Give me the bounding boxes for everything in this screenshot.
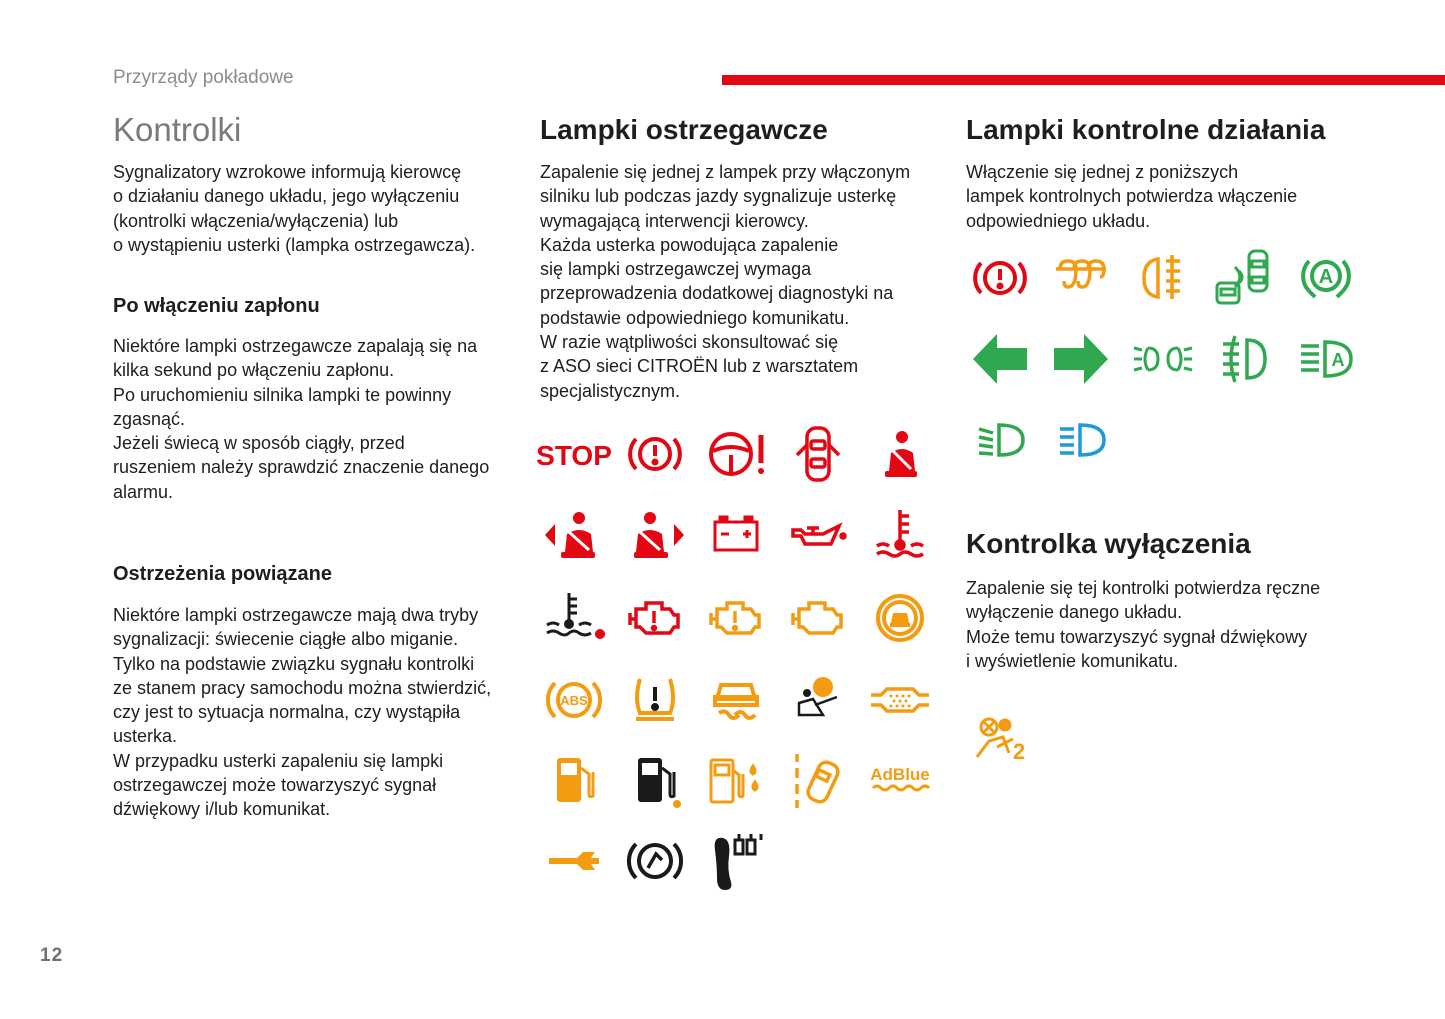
page-title: Kontrolki <box>113 111 242 148</box>
warning-lamps-title: Lampki ostrzegawcze <box>540 114 828 145</box>
text-line: o wystąpieniu usterki (lampka ostrzegawcza). <box>113 234 476 255</box>
coolant-temperature-icon <box>869 504 931 566</box>
text-line: W razie wątpliwości skonsultować się <box>540 332 839 353</box>
column-kontrolki <box>113 108 513 820</box>
intro-paragraph <box>113 160 513 257</box>
text-line: usterka. <box>113 726 178 747</box>
text-line: podstawie odpowiedniego komunikatu. <box>540 307 850 328</box>
text-line: przeprowadzenia dodatkowej diagnostyki na <box>540 283 894 304</box>
related-warnings-paragraph <box>113 603 513 822</box>
section-header-title: Przyrządy pokładowe <box>113 67 294 88</box>
fuel-level-icon <box>624 750 686 812</box>
seatbelt-icon <box>869 423 931 485</box>
text-line: lampek kontrolnych potwierdza włączenie <box>966 186 1298 207</box>
text-line: z ASO sieci CITROËN lub z warsztatem <box>540 356 859 377</box>
section-title-ignition: Po włączeniu zapłonu <box>113 295 320 317</box>
stability-control-icon <box>705 669 767 731</box>
text-line: o działaniu danego układu, jego wyłączeniu <box>113 186 460 207</box>
text-line: ze stanem pracy samochodu można stwierdzić, <box>113 677 492 698</box>
deactivation-title: Kontrolka wyłączenia <box>966 528 1251 559</box>
section-title-related-warnings: Ostrzeżenia powiązane <box>113 563 332 585</box>
text-line: Każda usterka powodująca zapalenie <box>540 234 839 255</box>
stop-label: STOP <box>536 440 612 471</box>
fuel-low-icon <box>543 750 605 812</box>
auto-high-beam-label: A <box>1331 350 1345 370</box>
park-assist-icon <box>1213 247 1275 309</box>
text-line: Niektóre lampki ostrzegawcze mają dwa tryby <box>113 605 479 625</box>
emergency-braking-icon <box>869 587 931 649</box>
text-line: Tylko na podstawie związku sygnału kontrolki <box>113 653 475 674</box>
text-line: kilka sekund po włączeniu zapłonu. <box>113 360 395 381</box>
text-line: Po uruchomieniu silnika lampki te powinny <box>113 384 452 405</box>
front-fog-lights-icon <box>1213 328 1275 390</box>
text-line: Zapalenie się tej kontrolki potwierdza ręczne <box>966 578 1321 598</box>
glow-plug-icon <box>1050 247 1112 309</box>
door-open-icon <box>787 423 849 485</box>
text-line: alarmu. <box>113 481 174 502</box>
main-beam-icon <box>1050 409 1112 471</box>
stop-icon <box>536 423 612 485</box>
power-steering-fault-icon <box>705 423 767 485</box>
fuel-contamination-icon <box>705 750 767 812</box>
passenger-airbag-off-icon <box>969 709 1031 771</box>
text-line: wyłączenie danego układu. <box>966 602 1183 623</box>
airbag-icon <box>787 669 849 731</box>
dipped-beam-icon <box>969 409 1031 471</box>
airbag-off-label: 2 <box>1012 739 1026 764</box>
battery-icon <box>705 504 767 566</box>
text-line: i wyświetlenie komunikatu. <box>966 650 1179 671</box>
warning-lamps-paragraph <box>540 160 940 403</box>
engine-fault-amber-icon <box>705 587 767 649</box>
text-line: ostrzegawczej może towarzyszyć sygnał <box>113 775 437 796</box>
left-indicator-icon <box>969 328 1031 390</box>
text-line: wymagającą interwencji kierowcy. <box>540 210 809 231</box>
auto-lights-label: A <box>1318 266 1334 288</box>
deactivation-paragraph <box>966 576 1386 673</box>
oil-pressure-icon <box>787 504 849 566</box>
text-line: specjalistycznym. <box>540 380 681 401</box>
text-line: Sygnalizatory wzrokowe informują kierowcę <box>113 162 462 182</box>
right-indicator-icon <box>1050 328 1112 390</box>
text-line: Zapalenie się jednej z lampek przy włączonym <box>540 162 911 182</box>
engine-self-diagnosis-icon <box>787 587 849 649</box>
text-line: się lampki ostrzegawczej wymaga <box>540 259 812 280</box>
seatbelt-right-icon <box>624 504 686 566</box>
text-line: Jeżeli świecą w sposób ciągły, przed <box>113 433 405 454</box>
parking-brake-icon <box>969 247 1031 309</box>
service-wrench-icon <box>543 830 605 892</box>
text-line: odpowiedniego układu. <box>966 210 1151 231</box>
ignition-paragraph <box>113 334 513 504</box>
sidelights-icon <box>1132 328 1194 390</box>
seatbelt-left-icon <box>543 504 605 566</box>
rear-fog-light-icon <box>1132 247 1194 309</box>
column-function-lamps <box>966 108 1406 671</box>
page-number: 12 <box>40 945 64 966</box>
abs-label: ABS <box>560 693 588 708</box>
function-lamps-title: Lampki kontrolne działania <box>966 114 1326 145</box>
text-line: Niektóre lampki ostrzegawcze zapalają się na <box>113 336 478 356</box>
column-warning-lamps <box>540 108 940 401</box>
function-lamps-paragraph <box>966 160 1386 233</box>
tyre-pressure-icon <box>624 669 686 731</box>
text-line: W przypadku usterki zapaleniu się lampki <box>113 750 444 771</box>
adblue-label: AdBlue <box>870 765 930 784</box>
text-line: (kontrolki włączenia/wyłączenia) lub <box>113 210 399 231</box>
particle-filter-icon <box>869 669 931 731</box>
engine-fault-red-icon <box>624 587 686 649</box>
auto-lights-icon <box>1295 247 1357 309</box>
foot-on-brake-icon <box>705 830 767 892</box>
brake-warning-icon <box>624 423 686 485</box>
lane-departure-icon <box>787 750 849 812</box>
auto-high-beam-icon <box>1295 328 1357 390</box>
adblue-icon <box>869 750 931 812</box>
header-red-bar <box>722 75 1445 85</box>
text-line: Włączenie się jednej z poniższych <box>966 162 1239 182</box>
text-line: dźwiękowy i/lub komunikat. <box>113 799 331 820</box>
text-line: zgasnąć. <box>113 408 186 429</box>
text-line: czy jest to sytuacja normalna, czy wystąpiła <box>113 702 461 723</box>
text-line: silniku lub podczas jazdy sygnalizuje usterkę <box>540 186 897 207</box>
text-line: sygnalizacji: świecenie ciągłe albo miganie. <box>113 629 459 650</box>
coolant-level-icon <box>543 587 605 649</box>
electric-parking-brake-fault-icon <box>624 830 686 892</box>
abs-icon <box>543 669 605 731</box>
text-line: Może temu towarzyszyć sygnał dźwiękowy <box>966 626 1308 647</box>
text-line: ruszeniem należy sprawdzić znaczenie danego <box>113 457 490 478</box>
